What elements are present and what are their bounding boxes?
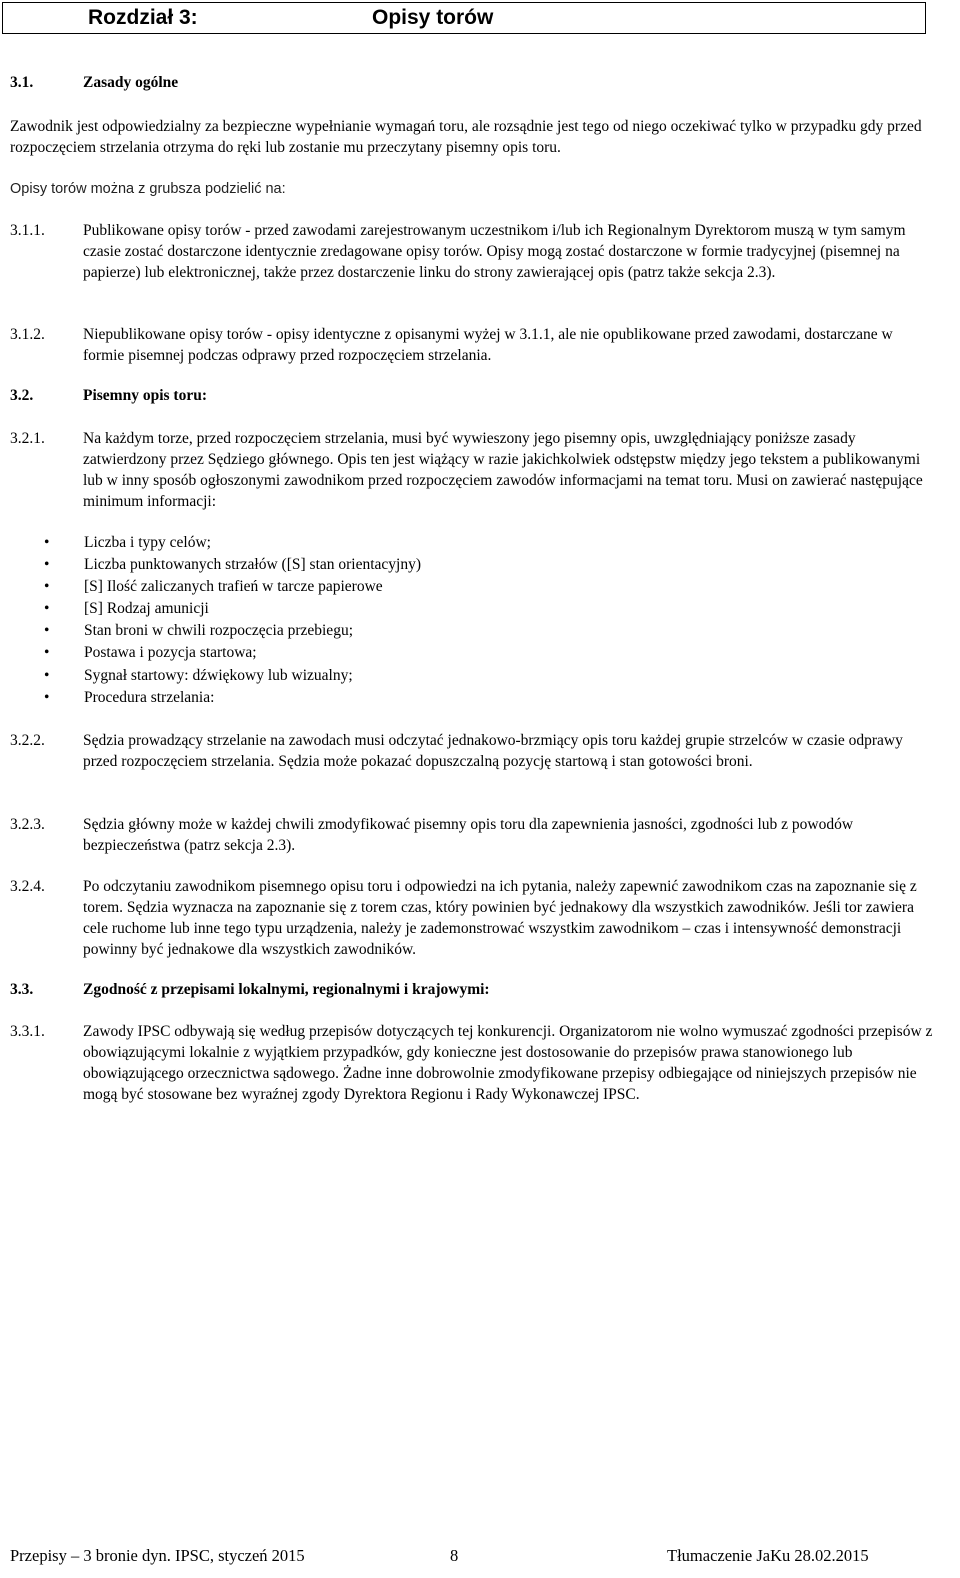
item-3-1-1-text: Publikowane opisy torów - przed zawodami zarejestrowanym uczestnikom i/lub ich Regionalnym Dyrektorom muszą w tym samym czasie zostać dostarczone identycznie zredagowane opisy torów. Opisy mogą zostać dostarczone w formie tradycyjnej (pisemnej na papierze) lub elektronicznej, także przez dostarczenie linku do strony zawierającej opis (patrz także sekcja 2.3). <box>83 222 906 281</box>
bullet-icon: • <box>44 578 50 596</box>
item-3-1-2-number: 3.1.2. <box>10 326 45 343</box>
bullet-icon: • <box>44 622 50 640</box>
chapter-header <box>2 2 926 34</box>
item-3-2-3 <box>10 814 934 856</box>
item-3-2-3-text: Sędzia główny może w każdej chwili zmodyfikować pisemny opis toru dla zapewnienia jasności, zgodności lub z powodów bezpieczeństwa (patrz sekcja 2.3). <box>83 816 854 854</box>
footer-right: Tłumaczenie JaKu 28.02.2015 <box>667 1546 869 1565</box>
item-3-3-1-number: 3.3.1. <box>10 1023 45 1040</box>
chapter-number: Rozdział 3: <box>88 6 198 29</box>
section-3-2-number: 3.2. <box>10 387 34 404</box>
section-3-3-number: 3.3. <box>10 981 34 998</box>
list-item: • Liczba i typy celów; <box>44 532 421 554</box>
item-3-1-2 <box>10 324 934 366</box>
required-info-list <box>44 532 421 709</box>
bullet-icon: • <box>44 556 50 574</box>
item-3-2-4-text: Po odczytaniu zawodnikom pisemnego opisu toru i odpowiedzi na ich pytania, należy zapewnić zawodnikom czas na zapoznanie się z torem. Sędzia wyznacza na zapoznanie się z torem czas, który powinien być jednakowy dla wszystkich zawodników. Jeśli tor zawiera cele ruchome lub inne tego typu urządzenia, należy je zademonstrować wszystkim zawodnikom – czas i intensywność demonstracji powinny być jednakowe dla wszystkich zawodników. <box>83 878 917 958</box>
item-3-3-1 <box>10 1021 934 1105</box>
list-item: • Procedura strzelania: <box>44 687 421 709</box>
list-item: • Liczba punktowanych strzałów ([S] stan orientacyjny) <box>44 554 421 576</box>
item-3-3-1-text: Zawody IPSC odbywają się według przepisów dotyczących tej konkurencji. Organizatorom nie wolno wymuszać zgodności przepisów z obowiązującymi lokalnie z wyjątkiem przypadków, gdy konieczne jest dostosowanie do przepisów prawa stanowionego lub obowiązującego orzecznictwa sądowego. Żadne inne dobrowolnie zmodyfikowane przepisy odbiegające od niniejszych przepisów nie mogą być stosowane bez wyraźnej zgody Dyrektora Regionu i Rady Wykonawczej IPSC. <box>83 1023 933 1103</box>
bullet-icon: • <box>44 666 50 684</box>
item-3-2-4 <box>10 876 934 960</box>
item-3-2-3-number: 3.2.3. <box>10 816 45 833</box>
footer-left: Przepisy – 3 bronie dyn. IPSC, styczeń 2015 <box>10 1546 305 1565</box>
section-3-2-title: Pisemny opis toru: <box>83 387 207 404</box>
section-3-1-title: Zasady ogólne <box>83 74 179 91</box>
item-3-1-1 <box>10 220 934 283</box>
bullet-icon: • <box>44 644 50 662</box>
chapter-title: Opisy torów <box>372 6 494 29</box>
section-3-1-number: 3.1. <box>10 74 34 91</box>
section-3-3-title: Zgodność z przepisami lokalnymi, regionalnymi i krajowymi: <box>83 981 490 998</box>
list-item: • Sygnał startowy: dźwiękowy lub wizualny; <box>44 665 421 687</box>
page-number: 8 <box>450 1546 459 1565</box>
item-3-2-1-text: Na każdym torze, przed rozpoczęciem strzelania, musi być wywieszony jego pisemny opis, uwzględniający poniższe zasady zatwierdzony przez Sędziego głównego. Opis ten jest wiążący w razie jakichkolwiek odstępstw między jego tekstem a publikowanymi lub w inny sposób ogłoszonymi zawodnikom przed rozpoczęciem zawodów informacjami na temat toru. Musi on zawierać następujące minimum informacji: <box>83 430 923 510</box>
item-3-2-4-number: 3.2.4. <box>10 878 45 895</box>
bullet-icon: • <box>44 688 50 706</box>
item-3-2-1-number: 3.2.1. <box>10 430 45 447</box>
list-item: • [S] Ilość zaliczanych trafień w tarcze papierowe <box>44 576 421 598</box>
bullet-icon: • <box>44 534 50 551</box>
item-3-2-2 <box>10 730 934 772</box>
item-3-2-2-number: 3.2.2. <box>10 732 45 749</box>
intro-paragraph: Zawodnik jest odpowiedzialny za bezpieczne wypełnianie wymagań toru, ale rozsądnie jest tego od niego oczekiwać tylko w przypadku gdy przed rozpoczęciem strzelania otrzyma do ręki lub zostanie mu przeczytany pisemny opis toru. <box>10 118 922 156</box>
list-item: • [S] Rodzaj amunicji <box>44 598 421 620</box>
bullet-icon: • <box>44 600 50 618</box>
item-3-2-2-text: Sędzia prowadzący strzelanie na zawodach musi odczytać jednakowo-brzmiący opis toru każdej grupie strzelców w czasie odprawy przed rozpoczęciem strzelania. Sędzia może pokazać dopuszczalną pozycję startową i stan gotowości broni. <box>83 732 903 770</box>
item-3-2-1 <box>10 428 934 512</box>
list-item: • Postawa i pozycja startowa; <box>44 642 421 664</box>
item-3-1-1-number: 3.1.1. <box>10 222 45 239</box>
list-item: • Stan broni w chwili rozpoczęcia przebiegu; <box>44 620 421 642</box>
division-line: Opisy torów można z grubsza podzielić na: <box>10 181 286 197</box>
item-3-1-2-text: Niepublikowane opisy torów - opisy identyczne z opisanymi wyżej w 3.1.1, ale nie opublikowane przed zawodami, dostarczane w formie pisemnej podczas odprawy przed rozpoczęciem strzelania. <box>83 326 893 364</box>
